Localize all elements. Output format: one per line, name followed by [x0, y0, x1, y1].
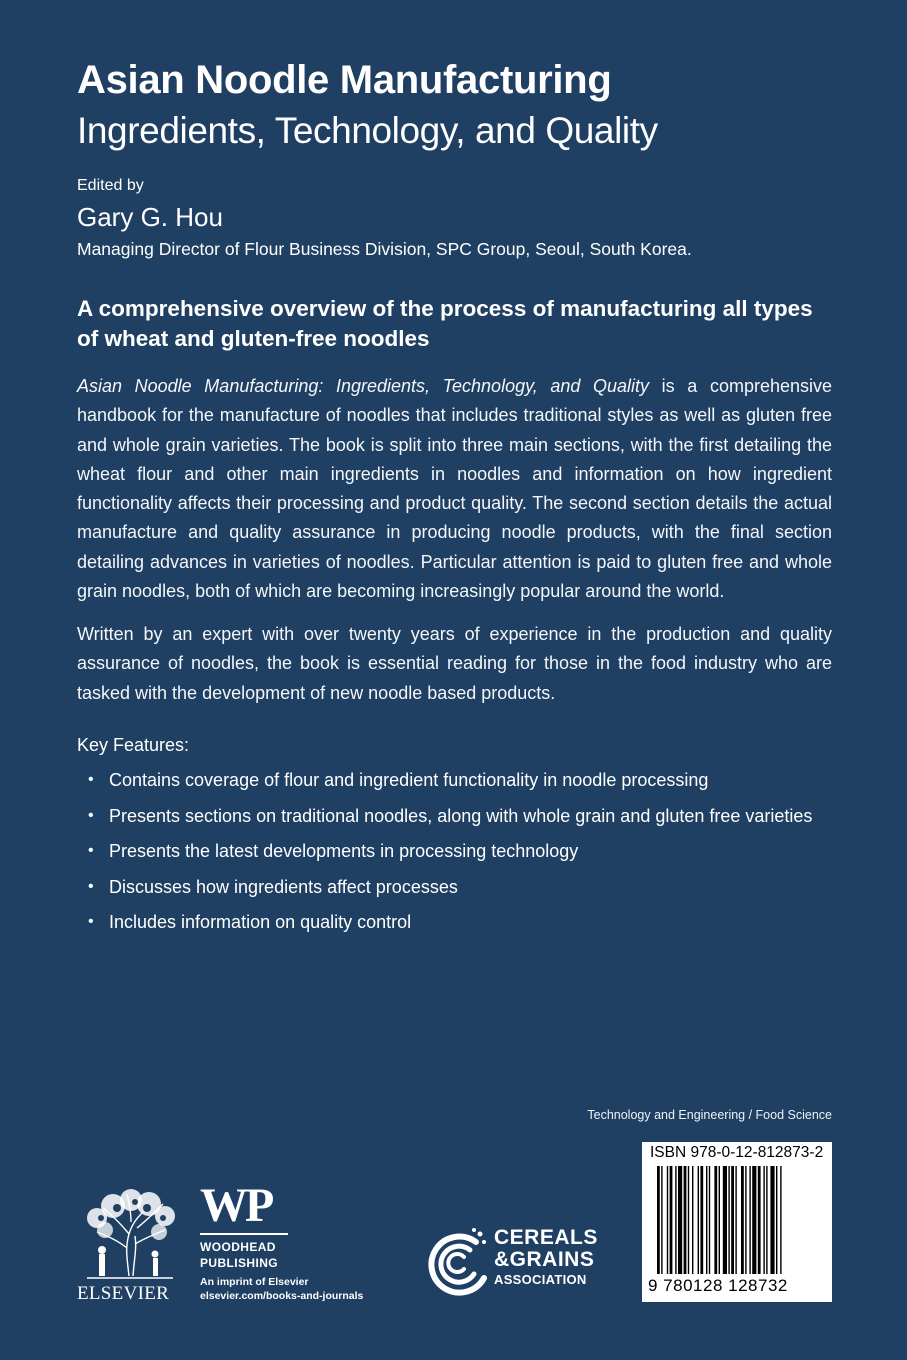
woodhead-wp-logo: WP [200, 1179, 272, 1232]
description-text: is a comprehensive handbook for the manufacture of noodles that includes traditional styles as well as gluten free and whole grain varieties. The book is split into three main sections, with the first detailing the wheat flour and other main ingredients in noodles and information on how ingredient functionality affects their processing and product quality. The second section details the actual manufacture and quality assurance in producing noodle products, with the final section detailing advances in varieties of noodles. Particular attention is paid to gluten free and whole grain noodles, both of which are becoming increasingly popular around the world. [77, 376, 833, 602]
cga-name-line-3: ASSOCIATION [494, 1272, 587, 1287]
feature-text: Contains coverage of flour and ingredient functionality in noodle processing [109, 770, 709, 790]
subject-category: Technology and Engineering / Food Science [587, 1108, 832, 1122]
list-item [88, 800, 812, 836]
list-item [88, 871, 812, 907]
barcode-number: 9 780128 128732 [648, 1276, 788, 1295]
elsevier-tree-logo-icon [77, 1188, 183, 1282]
barcode-block [642, 1142, 832, 1302]
list-item [88, 906, 812, 942]
isbn-label: ISBN 978-0-12-812873-2 [650, 1144, 824, 1161]
feature-text: Discusses how ingredients affect processes [109, 876, 458, 897]
description-paragraph-2: Written by an expert with over twenty years of experience in the production and quality assurance of noodles, the book is essential reading for those in the food industry who are tasked with the development of new noodle based products. [77, 624, 832, 703]
key-features-list [88, 764, 812, 942]
woodhead-name-line-1: WOODHEAD [200, 1240, 276, 1254]
cga-name-line-1: CEREALS [494, 1226, 598, 1249]
cereals-grains-logo-icon [424, 1224, 492, 1302]
bullet: • [88, 913, 94, 930]
feature-text: Presents the latest developments in processing technology [109, 841, 579, 861]
feature-text: Presents sections on traditional noodles, along with whole grain and gluten free varieties [109, 805, 813, 826]
bullet: • [88, 877, 94, 895]
editor-name: Gary G. Hou [77, 202, 223, 232]
woodhead-divider [200, 1233, 288, 1235]
editor-affiliation: Managing Director of Flour Business Division, SPC Group, Seoul, South Korea. [77, 239, 692, 259]
description-paragraph-1 [77, 372, 832, 606]
edited-by-label: Edited by [77, 177, 144, 194]
bullet: • [88, 806, 94, 824]
imprint-text: An imprint of Elsevier [200, 1276, 309, 1288]
elsevier-wordmark: ELSEVIER [77, 1283, 170, 1304]
cga-name-line-2: &GRAINS [494, 1248, 595, 1271]
bullet: • [88, 842, 94, 859]
book-title: Asian Noodle Manufacturing [77, 58, 612, 102]
book-title-italic: Asian Noodle Manufacturing: Ingredients, Technology, and Quality [77, 376, 650, 396]
feature-text: Includes information on quality control [109, 912, 412, 932]
list-item [88, 764, 812, 800]
headline: A comprehensive overview of the process of manufacturing all types of wheat and gluten-free noodles [77, 296, 813, 351]
bullet: • [88, 771, 94, 788]
book-subtitle: Ingredients, Technology, and Quality [77, 110, 658, 151]
barcode-icon [657, 1166, 817, 1278]
woodhead-name-line-2: PUBLISHING [200, 1256, 279, 1270]
list-item [88, 835, 812, 871]
publisher-url: elsevier.com/books-and-journals [200, 1290, 364, 1302]
key-features-title: Key Features: [77, 735, 190, 755]
